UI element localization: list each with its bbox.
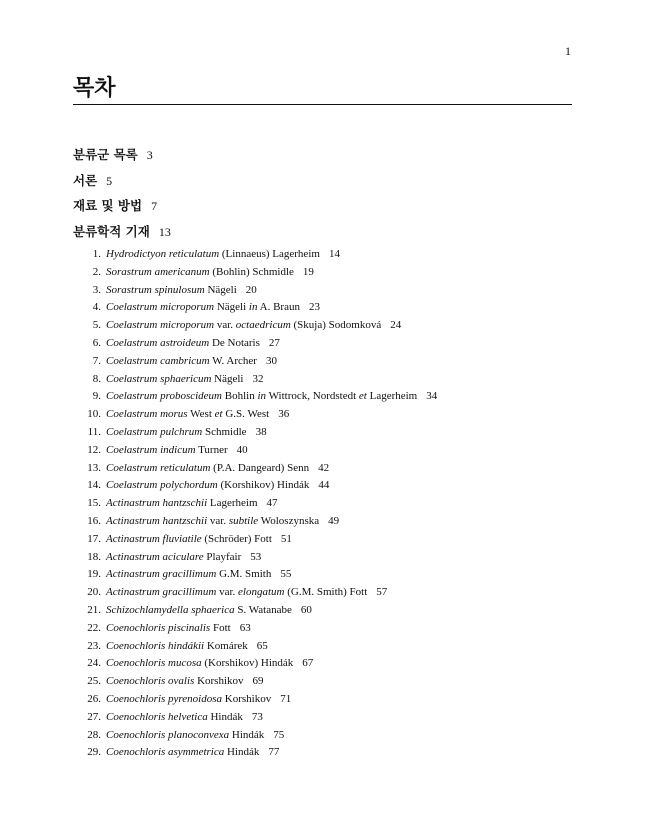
taxon-page-number: 51 (280, 532, 292, 545)
taxon-name: Coelastrum morus (106, 408, 188, 421)
taxon-name: Actinastrum hantzschii (106, 497, 208, 510)
taxon-author: S. Watanabe (237, 603, 292, 616)
section-title: 분류군 목록 (73, 147, 138, 162)
taxon-author: Komárek (206, 639, 248, 652)
taxon-number: 4. (92, 301, 101, 314)
taxon-author: Schmidle (205, 425, 247, 438)
taxon-connector: et (214, 408, 223, 421)
taxon-connector: elongatum (238, 586, 285, 599)
taxon-entry[interactable] (73, 620, 572, 638)
taxon-name: Coenochloris mucosa (106, 657, 202, 670)
taxon-author: W. Archer (212, 354, 257, 367)
taxon-name: Actinastrum aciculare (106, 550, 204, 563)
taxon-entry[interactable] (73, 513, 572, 531)
page-title: 목차 (73, 76, 572, 105)
taxon-entry[interactable] (73, 584, 572, 602)
taxon-name: Coelastrum microporum (106, 319, 215, 332)
taxon-number: 22. (87, 621, 101, 634)
taxon-entry[interactable] (73, 673, 572, 691)
section-page-number: 7 (151, 199, 158, 213)
taxon-entry[interactable] (73, 299, 572, 317)
taxon-number: 27. (87, 710, 101, 723)
taxon-page-number: 75 (273, 728, 285, 741)
taxon-number: 7. (92, 354, 101, 367)
taxon-page-number: 20 (245, 283, 257, 296)
taxon-number: 11. (87, 425, 101, 438)
taxon-author: Lagerheim (209, 497, 258, 510)
taxon-page-number: 38 (255, 425, 267, 438)
toc-section-entry[interactable] (73, 221, 572, 247)
taxon-name: Coenochloris pyrenoidosa (106, 692, 222, 705)
taxon-name: Coenochloris planoconvexa (106, 728, 230, 741)
taxon-author: var. (209, 514, 227, 527)
taxon-name: Hydrodictyon reticulatum (106, 248, 220, 260)
taxon-author3: Lagerheim (369, 390, 418, 403)
section-title: 서론 (73, 172, 98, 188)
toc-sections (73, 144, 572, 246)
taxon-name: Coenochloris ovalis (106, 675, 195, 688)
taxon-number: 28. (87, 728, 101, 741)
taxa-list (73, 246, 572, 762)
taxon-author: Korshikov (197, 675, 244, 688)
taxon-entry[interactable] (73, 317, 572, 335)
taxon-entry[interactable] (73, 638, 572, 656)
taxon-author: Fott (212, 621, 231, 634)
taxon-page-number: 40 (236, 443, 248, 456)
taxon-number: 10. (87, 408, 101, 421)
taxon-entry[interactable] (73, 335, 572, 353)
taxon-name: Coelastrum cambricum (106, 354, 210, 367)
taxon-author: (Bohlin) Schmidle (212, 265, 294, 278)
taxon-name: Coenochloris piscinalis (106, 621, 211, 634)
taxon-name: Coelastrum indicum (106, 443, 196, 456)
taxon-page-number: 36 (278, 408, 290, 421)
taxon-number: 8. (92, 372, 101, 385)
taxon-page-number: 32 (252, 372, 264, 385)
taxon-number: 29. (87, 746, 101, 759)
taxon-page-number: 19 (302, 265, 314, 278)
taxon-page-number: 49 (328, 514, 340, 527)
taxon-page-number: 14 (328, 248, 340, 260)
taxon-entry[interactable] (73, 388, 572, 406)
taxon-entry[interactable] (73, 442, 572, 460)
taxon-entry[interactable] (73, 495, 572, 513)
taxon-name: Coelastrum reticulatum (106, 461, 211, 474)
taxon-author: (Linnaeus) Lagerheim (221, 248, 320, 260)
taxon-author: (P.A. Dangeard) Senn (213, 461, 310, 474)
taxon-entry[interactable] (73, 531, 572, 549)
taxon-page-number: 42 (318, 461, 330, 474)
taxon-number: 19. (87, 568, 101, 581)
taxon-entry[interactable] (73, 246, 572, 264)
section-title: 재료 및 방법 (73, 198, 143, 213)
taxon-page-number: 47 (266, 497, 278, 510)
taxon-author2: A. Braun (259, 301, 300, 314)
taxon-number: 5. (92, 319, 101, 332)
taxon-name: Sorastrum americanum (106, 265, 210, 278)
taxon-page-number: 44 (318, 479, 330, 492)
taxon-number: 25. (87, 675, 101, 688)
toc-section-entry[interactable] (73, 195, 572, 221)
taxon-author: var. (216, 319, 234, 332)
taxon-author2: G.S. West (225, 408, 270, 421)
taxon-entry[interactable] (73, 727, 572, 745)
taxon-name: Coenochloris asymmetrica (106, 746, 225, 759)
taxon-name: Coelastrum pulchrum (106, 425, 203, 438)
taxon-number: 17. (87, 532, 101, 545)
section-page-number: 3 (146, 148, 153, 162)
taxon-author2: (Skuja) Sodomková (293, 319, 382, 332)
taxon-number: 9. (92, 390, 101, 403)
taxon-author: Playfair (206, 550, 242, 563)
taxon-page-number: 30 (265, 354, 277, 367)
taxon-page-number: 67 (302, 657, 314, 670)
taxon-author: Hindák (226, 746, 260, 759)
taxon-author: Nägeli (214, 372, 244, 385)
taxon-page-number: 65 (256, 639, 268, 652)
section-page-number: 5 (106, 173, 113, 188)
taxon-entry[interactable] (73, 655, 572, 673)
taxon-number: 14. (87, 479, 101, 492)
taxon-author: Nägeli (207, 283, 237, 296)
taxon-name: Sorastrum spinulosum (106, 283, 205, 296)
taxon-author: var. (219, 586, 236, 599)
page-number: 1 (565, 44, 571, 58)
taxon-name: Coelastrum polychordum (106, 479, 218, 492)
taxon-entry[interactable] (73, 691, 572, 709)
taxon-connector: octaedricum (235, 319, 291, 332)
taxon-number: 2. (92, 265, 101, 278)
taxon-name: Coenochloris hindákii (106, 639, 205, 652)
taxon-author: (Schröder) Fott (204, 532, 272, 545)
taxon-entry[interactable] (73, 602, 572, 620)
taxon-author: Hindák (231, 728, 265, 741)
taxon-number: 26. (87, 692, 101, 705)
taxon-author: Korshikov (224, 692, 272, 705)
taxon-number: 12. (87, 443, 101, 456)
taxon-page-number: 63 (239, 621, 251, 634)
taxon-name: Actinastrum gracillimum (106, 568, 217, 581)
taxon-author2: (G.M. Smith) Fott (287, 586, 368, 599)
taxon-number: 16. (87, 514, 101, 527)
taxon-entry[interactable] (73, 406, 572, 424)
taxon-author: Turner (198, 443, 228, 456)
taxon-number: 20. (87, 586, 101, 599)
taxon-connector: in (248, 301, 258, 314)
taxon-entry[interactable] (73, 353, 572, 371)
taxon-name: Schizochlamydella sphaerica (106, 603, 235, 616)
taxon-author2: Wittrock, Nordstedt (268, 390, 357, 403)
taxon-connector2: et (358, 390, 367, 403)
taxon-number: 21. (87, 603, 101, 616)
taxon-name: Coenochloris helvetica (106, 710, 208, 723)
taxon-author: (Korshikov) Hindák (220, 479, 310, 492)
taxon-name: Coelastrum proboscideum (106, 390, 223, 403)
taxon-author: Nägeli (216, 301, 247, 314)
taxon-page-number: 55 (280, 568, 292, 581)
taxon-entry[interactable] (73, 460, 572, 478)
taxon-page-number: 24 (390, 319, 402, 332)
taxon-entry[interactable] (73, 566, 572, 584)
taxon-entry[interactable] (73, 477, 572, 495)
taxon-page-number: 71 (280, 692, 292, 705)
taxon-name: Actinastrum hantzschii (106, 514, 208, 527)
taxon-page-number: 53 (250, 550, 262, 563)
taxon-page-number: 69 (252, 675, 264, 688)
taxon-connector: in (257, 390, 267, 403)
taxon-name: Coelastrum astroideum (106, 336, 210, 349)
section-page-number: 13 (158, 224, 171, 239)
section-title: 분류학적 기재 (73, 223, 150, 239)
taxon-entry[interactable] (73, 282, 572, 300)
toc-section-entry[interactable] (73, 170, 572, 196)
taxon-number: 18. (87, 550, 101, 563)
toc-section-entry[interactable] (73, 144, 572, 170)
taxon-page-number: 34 (426, 390, 438, 403)
taxon-author2: Woloszynska (260, 514, 320, 527)
taxon-number: 13. (87, 461, 101, 474)
taxon-number: 23. (87, 639, 101, 652)
taxon-page-number: 27 (268, 336, 280, 349)
taxon-connector: subtile (228, 514, 259, 527)
taxon-page-number: 77 (268, 746, 280, 759)
taxon-author: Hindák (210, 710, 243, 723)
taxon-entry[interactable] (73, 264, 572, 282)
taxon-name: Coelastrum microporum (106, 301, 215, 314)
taxon-page-number: 57 (376, 586, 388, 599)
taxon-number: 1. (92, 248, 101, 260)
taxon-author: De Notaris (211, 336, 260, 349)
taxon-number: 15. (87, 497, 101, 510)
taxon-entry[interactable] (73, 744, 572, 762)
taxon-name: Coelastrum sphaericum (106, 372, 212, 385)
taxon-author: Bohlin (224, 390, 255, 403)
taxon-entry[interactable] (73, 424, 572, 442)
taxon-number: 24. (87, 657, 101, 670)
taxon-page-number: 23 (308, 301, 320, 314)
taxon-page-number: 73 (251, 710, 263, 723)
taxon-name: Actinastrum fluviatile (106, 532, 202, 545)
taxon-entry[interactable] (73, 371, 572, 389)
taxon-author: West (190, 408, 212, 421)
taxon-number: 6. (92, 336, 101, 349)
taxon-page-number: 60 (300, 603, 312, 616)
taxon-author: (Korshikov) Hindák (204, 657, 294, 670)
taxon-entry[interactable] (73, 709, 572, 727)
taxon-entry[interactable] (73, 549, 572, 567)
taxon-name: Actinastrum gracillimum (106, 586, 217, 599)
taxon-author: G.M. Smith (219, 568, 272, 581)
taxon-number: 3. (92, 283, 101, 296)
